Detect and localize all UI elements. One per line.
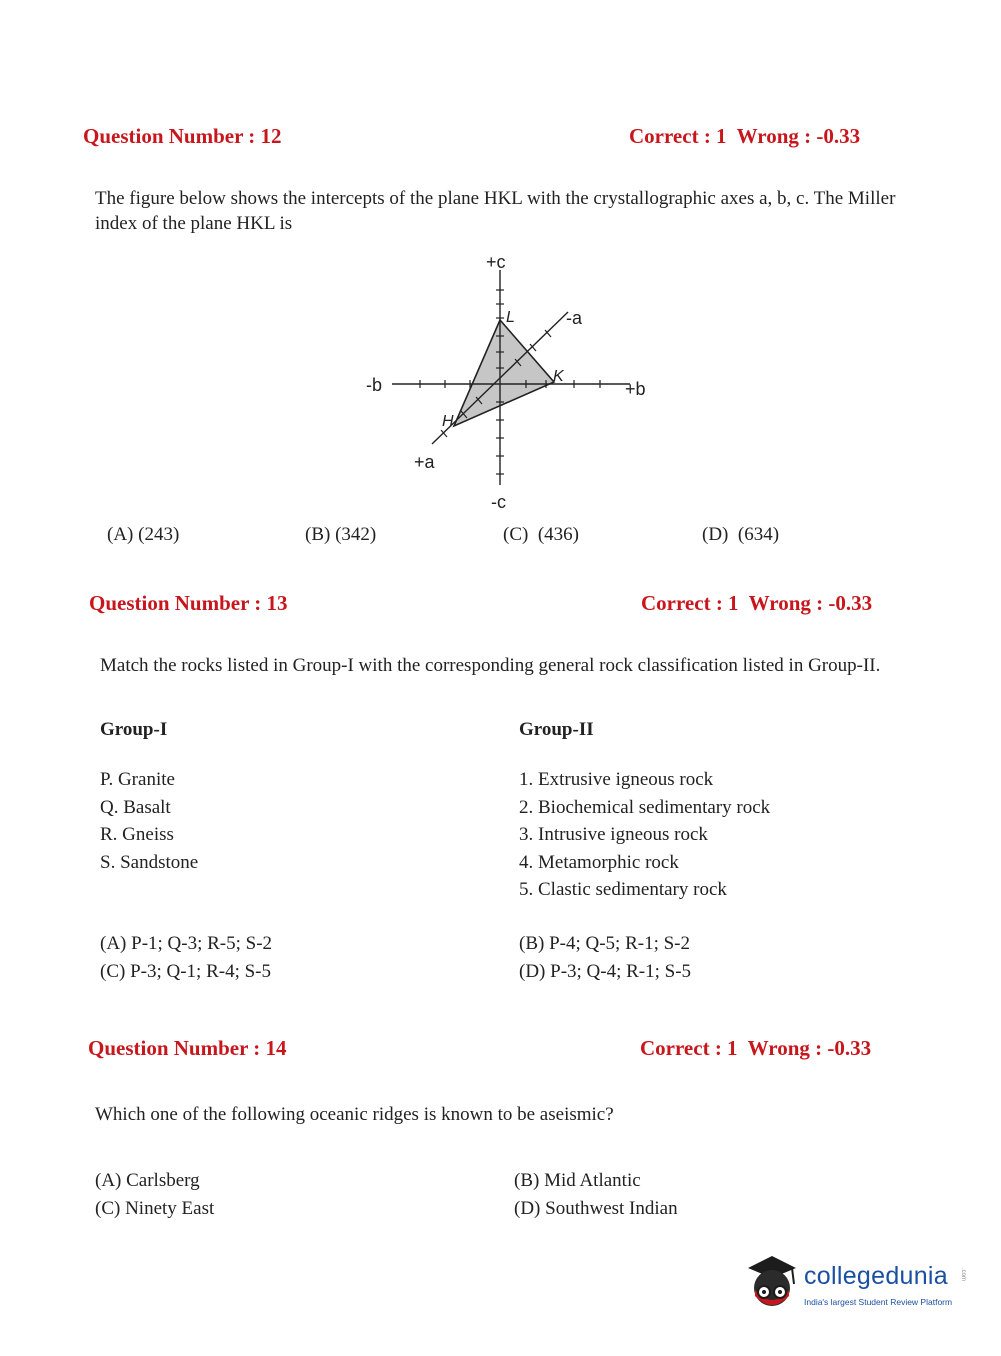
q12-option-c[interactable]: (C) (436)	[503, 524, 579, 545]
crystal-axes-figure	[350, 240, 670, 520]
q14-option-b[interactable]: (B) Mid Atlantic	[514, 1170, 641, 1191]
q13-text: Match the rocks listed in Group-I with the corresponding general rock classification listed in Group-II.	[100, 655, 881, 676]
label-minus-c: -c	[491, 492, 506, 512]
logo-name: collegedunia	[804, 1262, 948, 1290]
mascot-icon	[742, 1250, 802, 1312]
q13-option-b[interactable]: (B) P-4; Q-5; R-1; S-2	[519, 933, 690, 954]
label-minus-a: -a	[566, 308, 583, 328]
label-plus-b: +b	[625, 379, 646, 399]
group1-item: Q. Basalt	[100, 796, 171, 818]
logo-tagline: India's largest Student Review Platform	[804, 1297, 953, 1307]
q13-heading: Question Number : 13	[89, 591, 288, 615]
q14-heading: Question Number : 14	[88, 1036, 287, 1060]
group1-item: R. Gneiss	[100, 824, 174, 845]
label-point-l: L	[506, 309, 515, 326]
q12-text: The figure below shows the intercepts of the plane HKL with the crystallographic axes a, b, c. The Miller index of the plane HKL is	[95, 188, 896, 234]
group1-item: P. Granite	[100, 769, 175, 790]
group2-item: 4. Metamorphic rock	[519, 851, 679, 873]
q14-option-a[interactable]: (A) Carlsberg	[95, 1170, 200, 1191]
logo-suffix: .com	[960, 1268, 966, 1282]
label-point-k: K	[553, 368, 564, 385]
q12-option-a[interactable]: (A) (243)	[107, 524, 180, 545]
label-point-h: H	[442, 413, 454, 430]
q14-marks: Correct : 1 Wrong : -0.33	[640, 1036, 872, 1060]
group2-item: 2. Biochemical sedimentary rock	[519, 796, 771, 818]
label-plus-a: +a	[414, 452, 435, 472]
q12-heading: Question Number : 12	[83, 124, 282, 148]
group2-list	[519, 766, 770, 904]
group1-item: S. Sandstone	[100, 851, 199, 873]
q13-option-a[interactable]: (A) P-1; Q-3; R-5; S-2	[100, 933, 273, 954]
group2-item: 5. Clastic sedimentary rock	[519, 879, 727, 900]
q13-option-d[interactable]: (D) P-3; Q-4; R-1; S-5	[519, 961, 692, 982]
group2-item: 3. Intrusive igneous rock	[519, 824, 708, 845]
q13-marks: Correct : 1 Wrong : -0.33	[641, 591, 873, 615]
collegedunia-logo[interactable]	[742, 1250, 972, 1322]
q13-option-c[interactable]: (C) P-3; Q-1; R-4; S-5	[100, 961, 271, 982]
q14-option-d[interactable]: (D) Southwest Indian	[514, 1198, 678, 1219]
group2-item: 1. Extrusive igneous rock	[519, 769, 714, 790]
q12-option-b[interactable]: (B) (342)	[305, 524, 377, 545]
q14-text: Which one of the following oceanic ridges is known to be aseismic?	[95, 1104, 614, 1125]
group1-list	[100, 766, 198, 876]
group2-title: Group-II	[519, 719, 594, 740]
q12-marks: Correct : 1 Wrong : -0.33	[629, 124, 861, 148]
q14-option-c[interactable]: (C) Ninety East	[95, 1198, 215, 1219]
label-minus-b: -b	[366, 375, 383, 395]
label-plus-c: +c	[486, 252, 506, 272]
group1-title: Group-I	[100, 719, 168, 740]
q12-option-d[interactable]: (D) (634)	[702, 524, 780, 545]
